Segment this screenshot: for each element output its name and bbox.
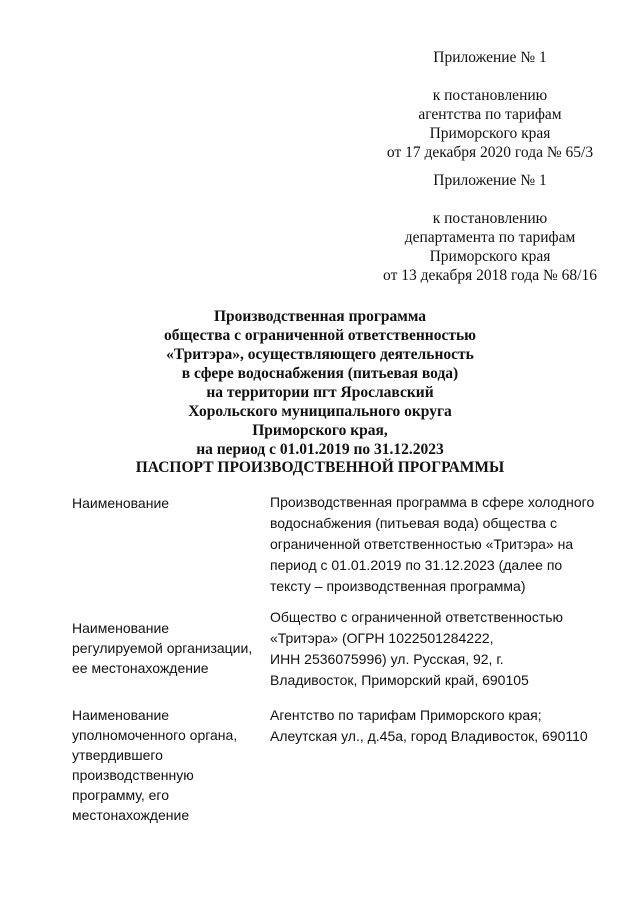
value-line: «Тритэра» (ОГРН 1022501284222,: [270, 630, 494, 646]
passport-row-3-label: [72, 705, 262, 825]
label-line: Наименование: [72, 620, 170, 636]
appendix-block-1: [340, 48, 640, 162]
program-title-line: Приморского края,: [252, 422, 388, 439]
appendix-line: Приморского края: [429, 125, 551, 142]
label-line: ее местонахождение: [72, 660, 209, 676]
appendix-line: от 13 декабря 2018 года № 68/16: [383, 267, 597, 284]
value-line: ограниченной ответственностью «Тритэра» на: [270, 536, 574, 552]
value-line: Производственная программа в сфере холодного: [270, 494, 595, 510]
value-line: Агентство по тарифам Приморского края;: [270, 707, 542, 723]
passport-row-2-label: [72, 618, 262, 678]
value-line: тексту – производственная программа): [270, 578, 526, 594]
appendix-block-2: [340, 171, 640, 285]
value-line: Алеутская ул., д.45а, город Владивосток, 690110: [270, 728, 588, 744]
appendix-line: от 17 декабря 2020 года № 65/3: [386, 144, 594, 161]
passport-heading: ПАСПОРТ ПРОИЗВОДСТВЕННОЙ ПРОГРАММЫ: [135, 459, 505, 476]
label-line: Наименование: [72, 707, 170, 723]
appendix-line: Приморского края: [429, 248, 551, 265]
program-title-line: Хорольского муниципального округа: [188, 403, 452, 420]
label-line: Наименование: [72, 495, 170, 511]
label-line: программу, его: [72, 787, 169, 803]
passport-row-1-label: [72, 493, 262, 513]
value-line: период с 01.01.2019 по 31.12.2023 (далее по: [270, 557, 563, 573]
value-line: Владивосток, Приморский край, 690105: [270, 672, 529, 688]
label-line: уполномоченного органа,: [72, 727, 238, 743]
passport-row-2-value: [270, 607, 620, 691]
appendix-line: агентства по тарифам: [418, 106, 562, 123]
program-title-line: в сфере водоснабжения (питьевая вода): [181, 365, 459, 382]
label-line: местонахождение: [72, 807, 190, 823]
appendix-line: к постановлению: [432, 210, 548, 227]
value-line: ИНН 2536075996) ул. Русская, 92, г.: [270, 651, 504, 667]
program-title-line: общества с ограниченной ответственностью: [163, 327, 477, 344]
passport-row-3-value: [270, 705, 620, 747]
program-title-line: «Тритэра», осуществляющего деятельность: [166, 346, 474, 363]
value-line: водоснабжения (питьевая вода) общества с: [270, 515, 557, 531]
appendix-title: Приложение № 1: [433, 172, 547, 189]
appendix-line: департамента по тарифам: [404, 229, 576, 246]
value-line: Общество с ограниченной ответственностью: [270, 609, 564, 625]
label-line: регулируемой организации,: [72, 640, 253, 656]
program-title-line: Производственная программа: [213, 308, 427, 325]
appendix-line: к постановлению: [432, 87, 548, 104]
program-title-line: на период с 01.01.2019 по 31.12.2023: [196, 441, 444, 458]
program-title-line: на территории пгт Ярославский: [206, 384, 434, 401]
appendix-title: Приложение № 1: [433, 49, 547, 66]
passport-row-1-value: [270, 492, 620, 597]
program-title: [100, 307, 540, 459]
label-line: производственную: [72, 767, 194, 783]
label-line: утвердившего: [72, 747, 163, 763]
